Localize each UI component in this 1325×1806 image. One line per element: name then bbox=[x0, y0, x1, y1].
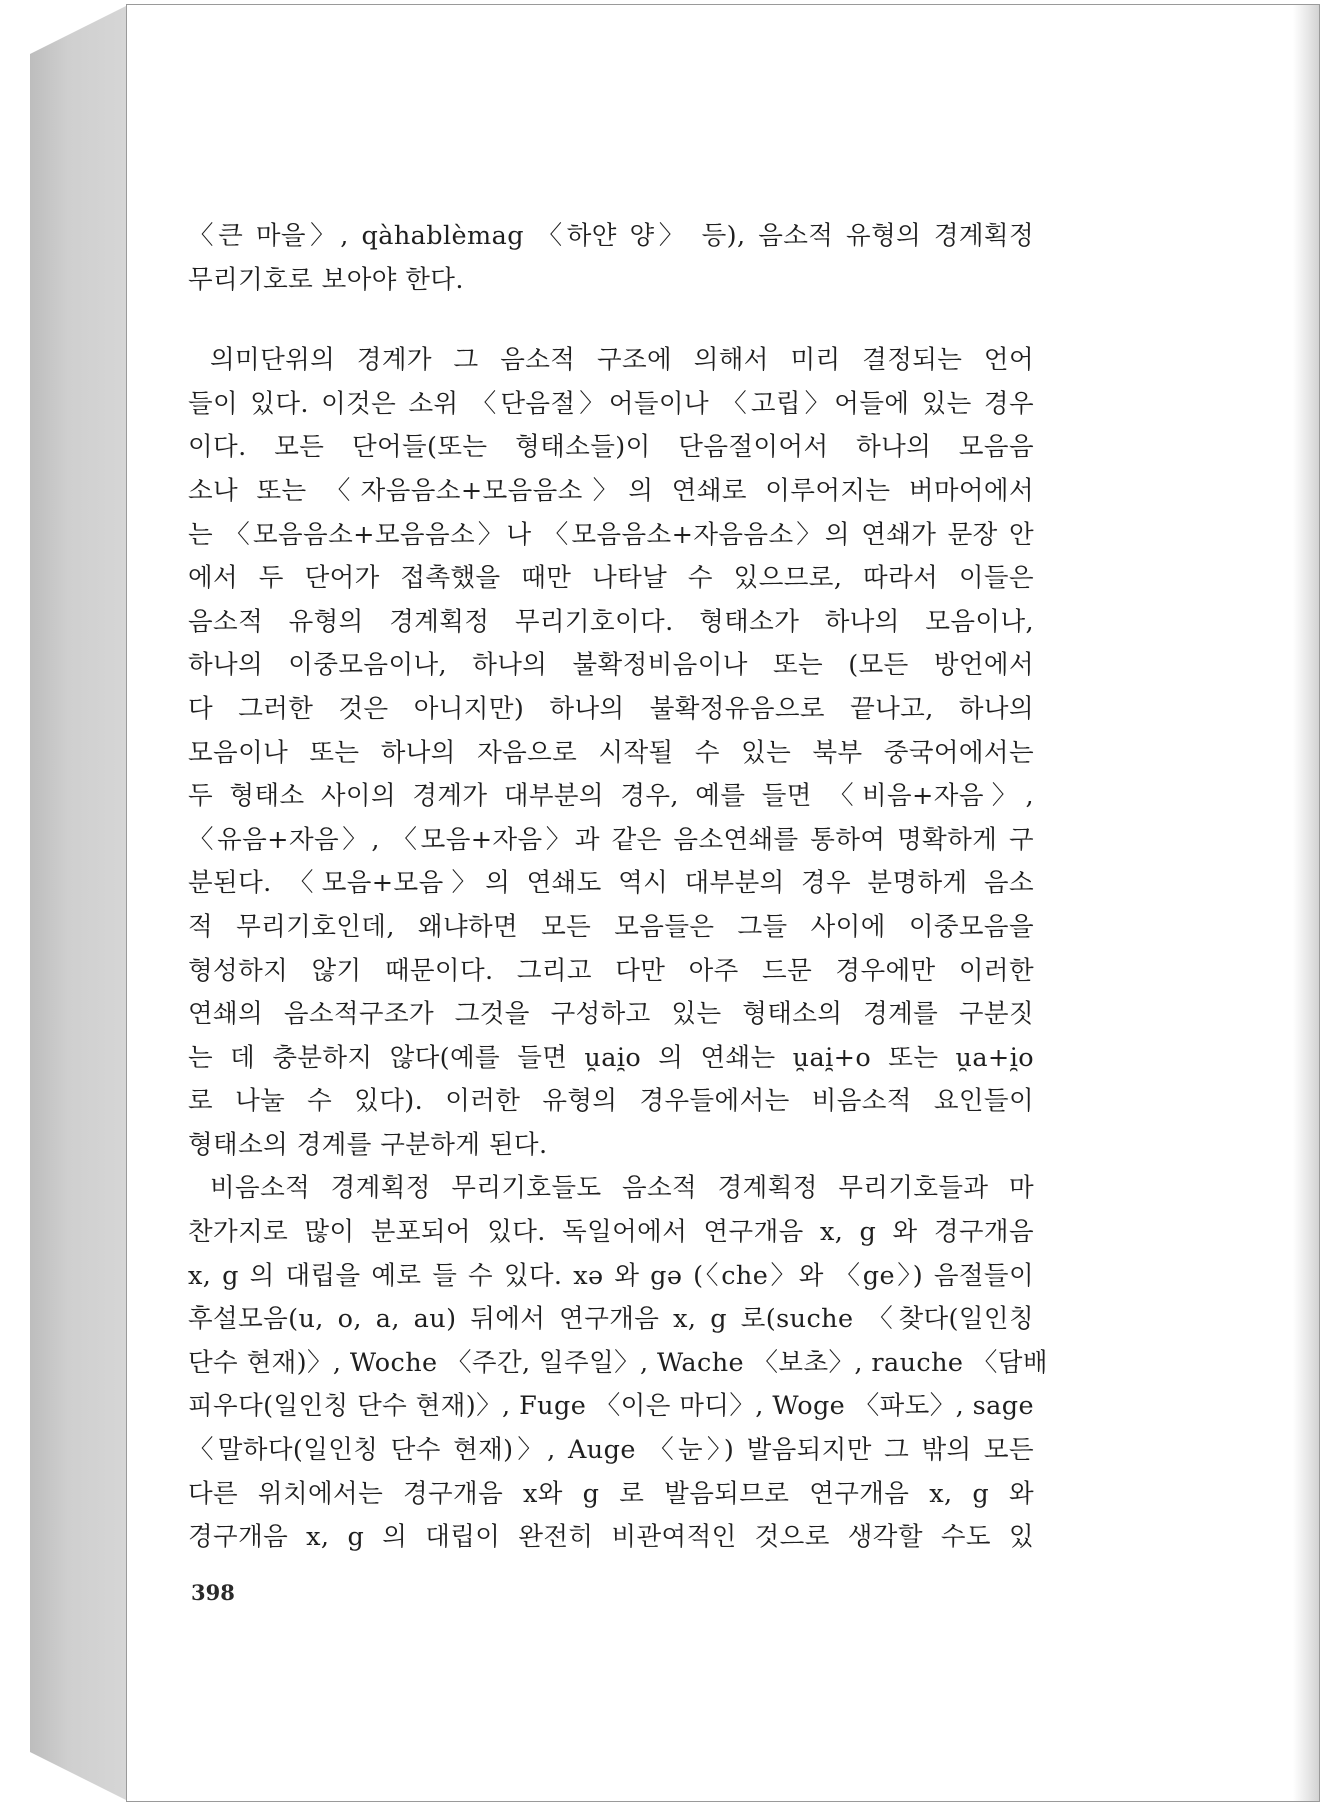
text-line: 피우다(일인칭 단수 현재)〉, Fuge 〈이은 마디〉, Woge 〈파도〉, sage bbox=[188, 1391, 1034, 1422]
text-line: 음소적 유형의 경계획정 무리기호이다. 형태소가 하나의 모음이나, bbox=[188, 606, 1034, 637]
text-line: 분된다. 〈모음+모음〉의 연쇄도 역시 대부분의 경우 분명하게 음소 bbox=[188, 868, 1034, 899]
text-line: 비음소적 경계획정 무리기호들도 음소적 경계획정 무리기호들과 마 bbox=[210, 1173, 1034, 1204]
text-line: 두 형태소 사이의 경계가 대부분의 경우, 예를 들면 〈비음+자음〉, bbox=[188, 781, 1034, 812]
text-line: 〈유음+자음〉, 〈모음+자음〉과 같은 음소연쇄를 통하여 명확하게 구 bbox=[188, 824, 1034, 855]
text-line: 에서 두 단어가 접촉했을 때만 나타날 수 있으므로, 따라서 이들은 bbox=[188, 563, 1034, 594]
text-line: 는 데 충분하지 않다(예를 들면 u̯ai̯o 의 연쇄는 u̯ai̯+o 또는 u̯a+i̯o bbox=[188, 1042, 1034, 1073]
text-line: 모음이나 또는 하나의 자음으로 시작될 수 있는 북부 중국어에서는 bbox=[188, 737, 1034, 768]
text-line: 무리기호로 보아야 한다. bbox=[188, 264, 464, 295]
text-line: 형태소의 경계를 구분하게 된다. bbox=[188, 1129, 548, 1160]
text-line: 〈말하다(일인칭 단수 현재)〉, Auge 〈눈〉) 발음되지만 그 밖의 모든 bbox=[188, 1435, 1034, 1466]
text-line: 형성하지 않기 때문이다. 그리고 다만 아주 드문 경우에만 이러한 bbox=[188, 955, 1034, 986]
text-line: 로 나눌 수 있다). 이러한 유형의 경우들에서는 비음소적 요인들이 bbox=[188, 1086, 1034, 1117]
text-line: 이다. 모든 단어들(또는 형태소들)이 단음절이어서 하나의 모음음 bbox=[188, 432, 1034, 463]
text-line: 단수 현재)〉, Woche 〈주간, 일주일〉, Wache 〈보초〉, rauche 〈담배 bbox=[188, 1347, 1048, 1378]
text-line: 는 〈모음음소+모음음소〉나 〈모음음소+자음음소〉의 연쇄가 문장 안 bbox=[188, 519, 1034, 550]
page-text bbox=[188, 215, 1048, 1560]
text-line: 다른 위치에서는 경구개음 x와 g 로 발음되므로 연구개음 x, g 와 bbox=[188, 1478, 1034, 1509]
page-edge-shadow bbox=[1293, 5, 1319, 1801]
text-line: 소나 또는 〈자음음소+모음음소〉의 연쇄로 이루어지는 버마어에서 bbox=[188, 475, 1034, 506]
text-line: 찬가지로 많이 분포되어 있다. 독일어에서 연구개음 x, g 와 경구개음 bbox=[188, 1217, 1034, 1248]
page-number: 398 bbox=[191, 1580, 235, 1605]
text-line: x, g 의 대립을 예로 들 수 있다. xə 와 gə (〈che〉와 〈ge〉) 음절들이 bbox=[188, 1260, 1034, 1291]
text-line: 후설모음(u, o, a, au) 뒤에서 연구개음 x, g 로(suche 〈찾다(일인칭 bbox=[188, 1304, 1034, 1335]
text-line: 의미단위의 경계가 그 음소적 구조에 의해서 미리 결정되는 언어 bbox=[210, 345, 1034, 376]
text-line: 들이 있다. 이것은 소위 〈단음절〉어들이나 〈고립〉어들에 있는 경우 bbox=[188, 388, 1034, 419]
text-line: 적 무리기호인데, 왜냐하면 모든 모음들은 그들 사이에 이중모음을 bbox=[188, 911, 1034, 942]
text-line: 다 그러한 것은 아니지만) 하나의 불확정유음으로 끝나고, 하나의 bbox=[188, 693, 1034, 724]
text-line: 하나의 이중모음이나, 하나의 불확정비음이나 또는 (모든 방언에서 bbox=[188, 650, 1034, 681]
text-line: 경구개음 x, g 의 대립이 완전히 비관여적인 것으로 생각할 수도 있 bbox=[188, 1522, 1034, 1553]
text-line: 연쇄의 음소적구조가 그것을 구성하고 있는 형태소의 경계를 구분짓 bbox=[188, 999, 1034, 1030]
text-line: 〈큰 마을〉, qàhablèmag 〈하얀 양〉 등), 음소적 유형의 경계획정 bbox=[188, 221, 1034, 251]
book-spine-edge bbox=[30, 6, 126, 1800]
